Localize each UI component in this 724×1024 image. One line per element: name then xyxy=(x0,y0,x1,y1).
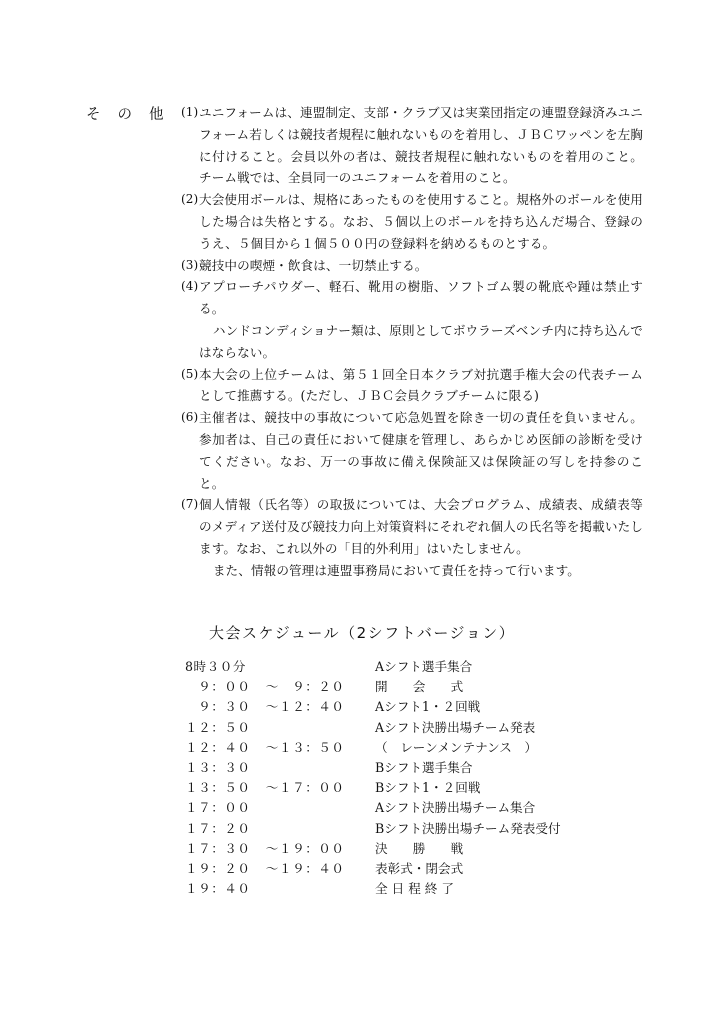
rule-item-6 xyxy=(181,407,643,494)
rule-number: (2) xyxy=(181,192,199,207)
section-label-other: その他 xyxy=(86,107,181,123)
schedule-start-time: １３：３０ xyxy=(185,760,251,776)
rule-item-4 xyxy=(181,276,643,363)
schedule-event: Bシフト選手集合 xyxy=(375,760,473,776)
rule-text: 本大会の上位チームは、第５１回全日本クラブ対抗選手権大会の代表チームとして推薦する。(ただし、ＪＢＣ会員クラブチームに限る) xyxy=(199,366,643,404)
schedule-row xyxy=(185,859,625,879)
rule-text: アプローチパウダー、軽石、靴用の樹脂、ソフトゴム製の靴底や踵は禁止する。 xyxy=(199,279,643,317)
rule-text-sub: ハンドコンディショナー類は、原則としてボウラーズベンチ内に持ち込んではならない。 xyxy=(199,322,643,360)
schedule-start-time: １７：００ xyxy=(185,800,251,816)
schedule-row xyxy=(185,697,625,717)
rule-text: 競技中の喫煙・飲食は、一切禁止する。 xyxy=(199,257,428,273)
schedule-end-time: ９：２０ xyxy=(279,679,345,695)
rules-list xyxy=(181,102,643,582)
schedule-row xyxy=(185,778,625,798)
rule-text: ユニフォームは、連盟制定、支部・クラブ又は実業団指定の連盟登録済みユニフォーム若しくは競技者規程に触れないものを着用し、ＪＢＣワッペンを左胸に付けること。会員以外の者は、競技者規程に触れないものを着用のこと。チーム戦では、全員同一のユニフォームを着用のこと。 xyxy=(199,105,643,186)
schedule-row xyxy=(185,879,625,899)
rule-text: 大会使用ボールは、規格にあったものを使用すること。規格外のボールを使用した場合は失格とする。なお、５個以上のボールを持ち込んだ場合、登録のうえ、５個目から１個５００円の登録料を納めるものとする。 xyxy=(199,192,643,251)
schedule-start-time: １２：５０ xyxy=(185,719,251,735)
schedule-end-time: １７：００ xyxy=(279,780,345,796)
rule-text: 主催者は、競技中の事故について応急処置を除き一切の責任を負いません。参加者は、自己の責任において健康を管理し、あらかじめ医師の診断を受けてください。なお、万一の事故に備え保険証又は保険証の写しを持参のこと。 xyxy=(199,410,643,491)
schedule-event: Aシフト決勝出場チーム発表 xyxy=(375,719,536,735)
rule-number: (7) xyxy=(181,497,199,512)
schedule-start-time: 8時３０分 xyxy=(185,659,246,675)
rule-item-1 xyxy=(181,102,643,189)
schedule-start-time: １３：５０ xyxy=(185,780,251,796)
schedule-row xyxy=(185,758,625,778)
schedule-tilde: ～ xyxy=(265,840,279,856)
schedule-event: Bシフト1・２回戦 xyxy=(375,780,481,796)
schedule-event: Aシフト選手集合 xyxy=(375,659,473,675)
schedule-event: 開 会 式 xyxy=(375,679,464,695)
schedule-event: 全 日 程 終 了 xyxy=(375,881,454,897)
schedule-title: 大会スケジュール（2シフトバージョン） xyxy=(209,624,516,642)
schedule-event: Aシフト1・２回戦 xyxy=(375,699,481,715)
schedule-start-time: １２：４０ xyxy=(185,739,251,755)
schedule-tilde: ～ xyxy=(265,679,279,695)
schedule-event: 表彰式・閉会式 xyxy=(375,860,464,876)
rule-text-sub: また、情報の管理は連盟事務局において責任を持って行います。 xyxy=(212,562,580,578)
schedule-event: Aシフト決勝出場チーム集合 xyxy=(375,800,536,816)
schedule-start-time: １７：３０ xyxy=(185,840,251,856)
schedule-start-time: ９：３０ xyxy=(185,699,251,715)
schedule-start-time: ９：００ xyxy=(185,679,251,695)
schedule-tilde: ～ xyxy=(265,780,279,796)
schedule-row xyxy=(185,718,625,738)
schedule-end-time: １９：００ xyxy=(279,840,345,856)
schedule-event: 決 勝 戦 xyxy=(375,840,464,856)
schedule-tilde: ～ xyxy=(265,699,279,715)
rule-number: (4) xyxy=(181,279,199,294)
schedule-event: Bシフト決勝出場チーム発表受付 xyxy=(375,820,561,836)
rule-text: 個人情報（氏名等）の取扱については、大会プログラム、成績表、成績表等のメディア送付及び競技力向上対策資料にそれぞれ個人の氏名等を掲載いたします。なお、これ以外の「目的外利用」はいたしません。 xyxy=(199,497,643,556)
schedule-row xyxy=(185,798,625,818)
schedule-event: （ レーンメンテナンス ） xyxy=(375,739,538,755)
schedule-row xyxy=(185,839,625,859)
schedule-tilde: ～ xyxy=(265,739,279,755)
schedule-start-time: １９：２０ xyxy=(185,860,251,876)
rule-item-7 xyxy=(181,494,643,581)
rule-item-3 xyxy=(181,255,643,277)
rule-number: (5) xyxy=(181,366,199,381)
schedule-row xyxy=(185,819,625,839)
schedule-tilde: ～ xyxy=(265,860,279,876)
schedule-row xyxy=(185,677,625,697)
schedule-start-time: １７：２０ xyxy=(185,820,251,836)
rule-number: (3) xyxy=(181,257,199,272)
schedule-start-time: １９：４０ xyxy=(185,881,251,897)
rule-number: (6) xyxy=(181,410,199,425)
rule-number: (1) xyxy=(181,105,199,119)
schedule-row xyxy=(185,657,625,677)
rule-item-5 xyxy=(181,364,643,408)
schedule-end-time: １２：４０ xyxy=(279,699,345,715)
schedule-row xyxy=(185,738,625,758)
schedule-end-time: １９：４０ xyxy=(279,860,345,876)
schedule-table xyxy=(185,657,625,899)
rule-item-2 xyxy=(181,189,643,254)
schedule-end-time: １３：５０ xyxy=(279,739,345,755)
